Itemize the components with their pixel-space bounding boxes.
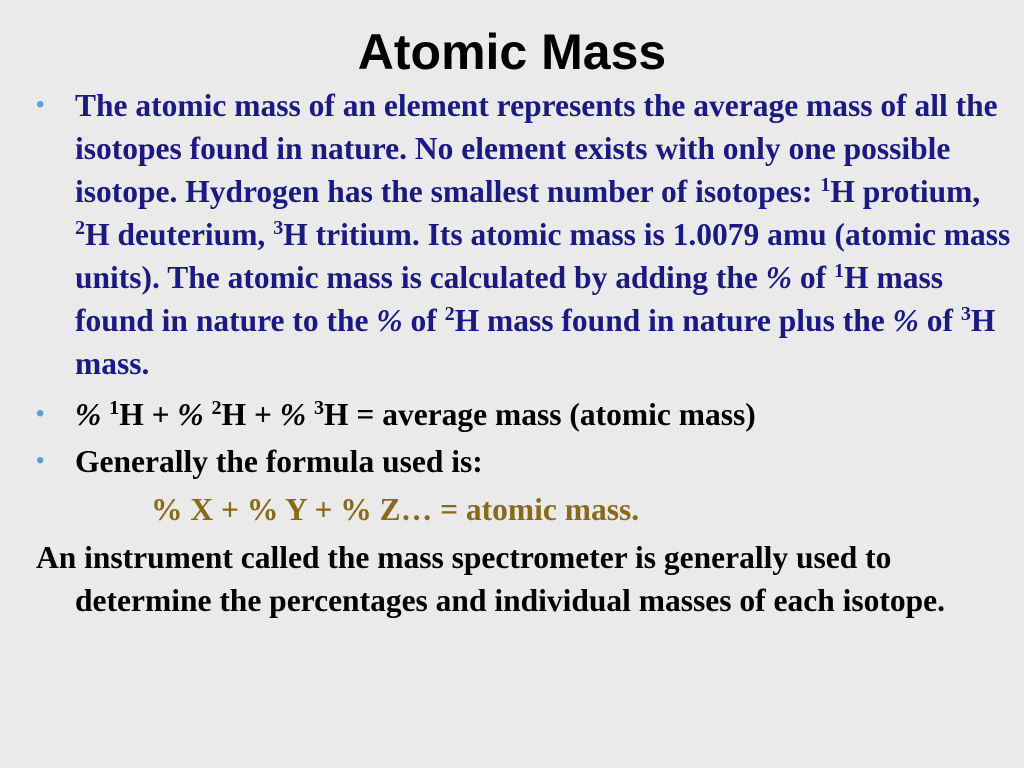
slide-title: Atomic Mass (357, 24, 667, 80)
mass-spectrometer-note: An instrument called the mass spectrometer is generally used to determine the percentages and individual masses of each isotope. (36, 540, 946, 618)
bullet-dot-icon: • (36, 91, 45, 118)
bullet-dot-icon: • (36, 400, 45, 427)
slide-body (36, 84, 1011, 622)
bullet-atomic-mass-definition: • The atomic mass of an element represents the average mass of all the isotopes found in nature. No element exists with only one possible isotope. Hydrogen has the smallest number of isotopes: $^1$H protium, $^2$H deuterium, $^3$H tritium. Its atomic mass is 1.0079 amu (atomic mass units). The atomic mass is calculated by adding the % of $^1$H mass found in nature to the % of $^2$H mass found in nature plus the % of $^3$H mass. (36, 84, 1011, 385)
bullet-average-mass-equation: • % $^1$H + % $^2$H + % $^3$H = average mass (atomic mass) (36, 393, 1011, 436)
bullet-general-formula: • Generally the formula used is: (36, 440, 1011, 483)
bullet-dot-icon: • (36, 447, 45, 474)
general-formula: % X + % Y + % Z… = atomic mass. (151, 492, 640, 527)
